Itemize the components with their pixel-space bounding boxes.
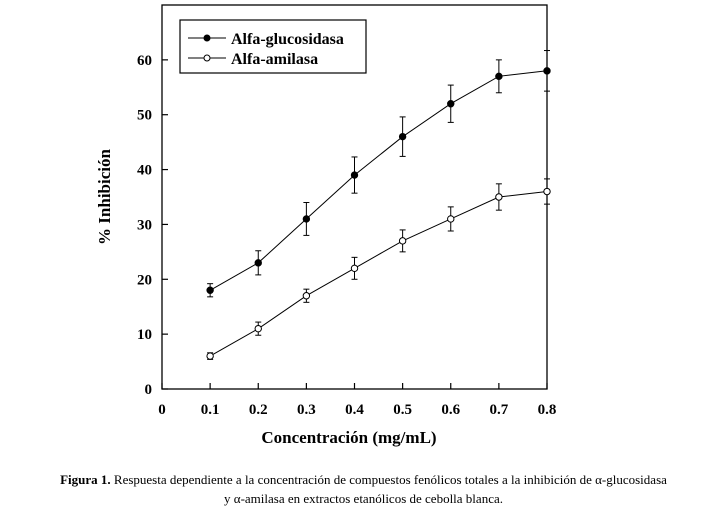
legend-marker-glucosidasa bbox=[204, 35, 210, 41]
data-point bbox=[351, 172, 357, 178]
x-tick-label: 0 bbox=[158, 402, 166, 418]
x-axis-ticks bbox=[158, 383, 556, 418]
data-point bbox=[496, 73, 502, 79]
y-tick-label: 0 bbox=[144, 382, 152, 398]
y-tick-label: 60 bbox=[137, 52, 152, 69]
data-point bbox=[496, 194, 502, 200]
data-point bbox=[207, 353, 213, 359]
legend-label-glucosidasa: Alfa-glucosidasa bbox=[231, 31, 344, 48]
x-tick-label: 0.5 bbox=[393, 402, 412, 418]
data-point bbox=[544, 188, 550, 194]
caption-line-1 bbox=[0, 470, 727, 489]
x-tick-label: 0.4 bbox=[345, 402, 364, 418]
y-axis-ticks bbox=[137, 53, 168, 398]
y-tick-label: 10 bbox=[137, 327, 152, 344]
y-tick-label: 40 bbox=[137, 162, 152, 179]
x-tick-label: 0.3 bbox=[297, 402, 316, 418]
series-glucosidasa bbox=[207, 51, 550, 297]
series-layer bbox=[207, 51, 550, 360]
y-axis-label: % Inhibición bbox=[95, 149, 114, 245]
data-point bbox=[255, 260, 261, 266]
x-tick-label: 0.7 bbox=[489, 402, 509, 418]
x-tick-label: 0.2 bbox=[248, 402, 268, 418]
caption-label: Figura 1. bbox=[60, 472, 111, 487]
series-line bbox=[210, 71, 547, 290]
legend-marker-amilasa bbox=[204, 55, 210, 61]
figure-caption bbox=[0, 470, 727, 508]
x-tick-label: 0.1 bbox=[200, 402, 220, 418]
data-point bbox=[448, 101, 454, 107]
data-point bbox=[303, 216, 309, 222]
data-point bbox=[303, 293, 309, 299]
x-axis-label: Concentración (mg/mL) bbox=[261, 428, 437, 447]
data-point bbox=[351, 265, 357, 271]
caption-line-2: y α-amilasa en extractos etanólicos de cebolla blanca. bbox=[224, 491, 503, 506]
data-point bbox=[448, 216, 454, 222]
data-point bbox=[399, 133, 405, 139]
data-point bbox=[207, 287, 213, 293]
data-point bbox=[255, 325, 261, 331]
caption-text-1: Respuesta dependiente a la concentración de compuestos fenólicos totales a la inhibición de α-glucosidasa bbox=[110, 472, 667, 487]
data-point bbox=[399, 238, 405, 244]
y-tick-label: 20 bbox=[137, 272, 152, 289]
legend-label-amilasa: Alfa-amilasa bbox=[231, 51, 319, 68]
legend bbox=[180, 20, 366, 73]
y-tick-label: 50 bbox=[137, 107, 152, 124]
x-tick-label: 0.6 bbox=[441, 402, 461, 418]
data-point bbox=[544, 68, 550, 74]
y-tick-label: 30 bbox=[137, 217, 152, 234]
x-tick-label: 0.8 bbox=[537, 402, 557, 418]
